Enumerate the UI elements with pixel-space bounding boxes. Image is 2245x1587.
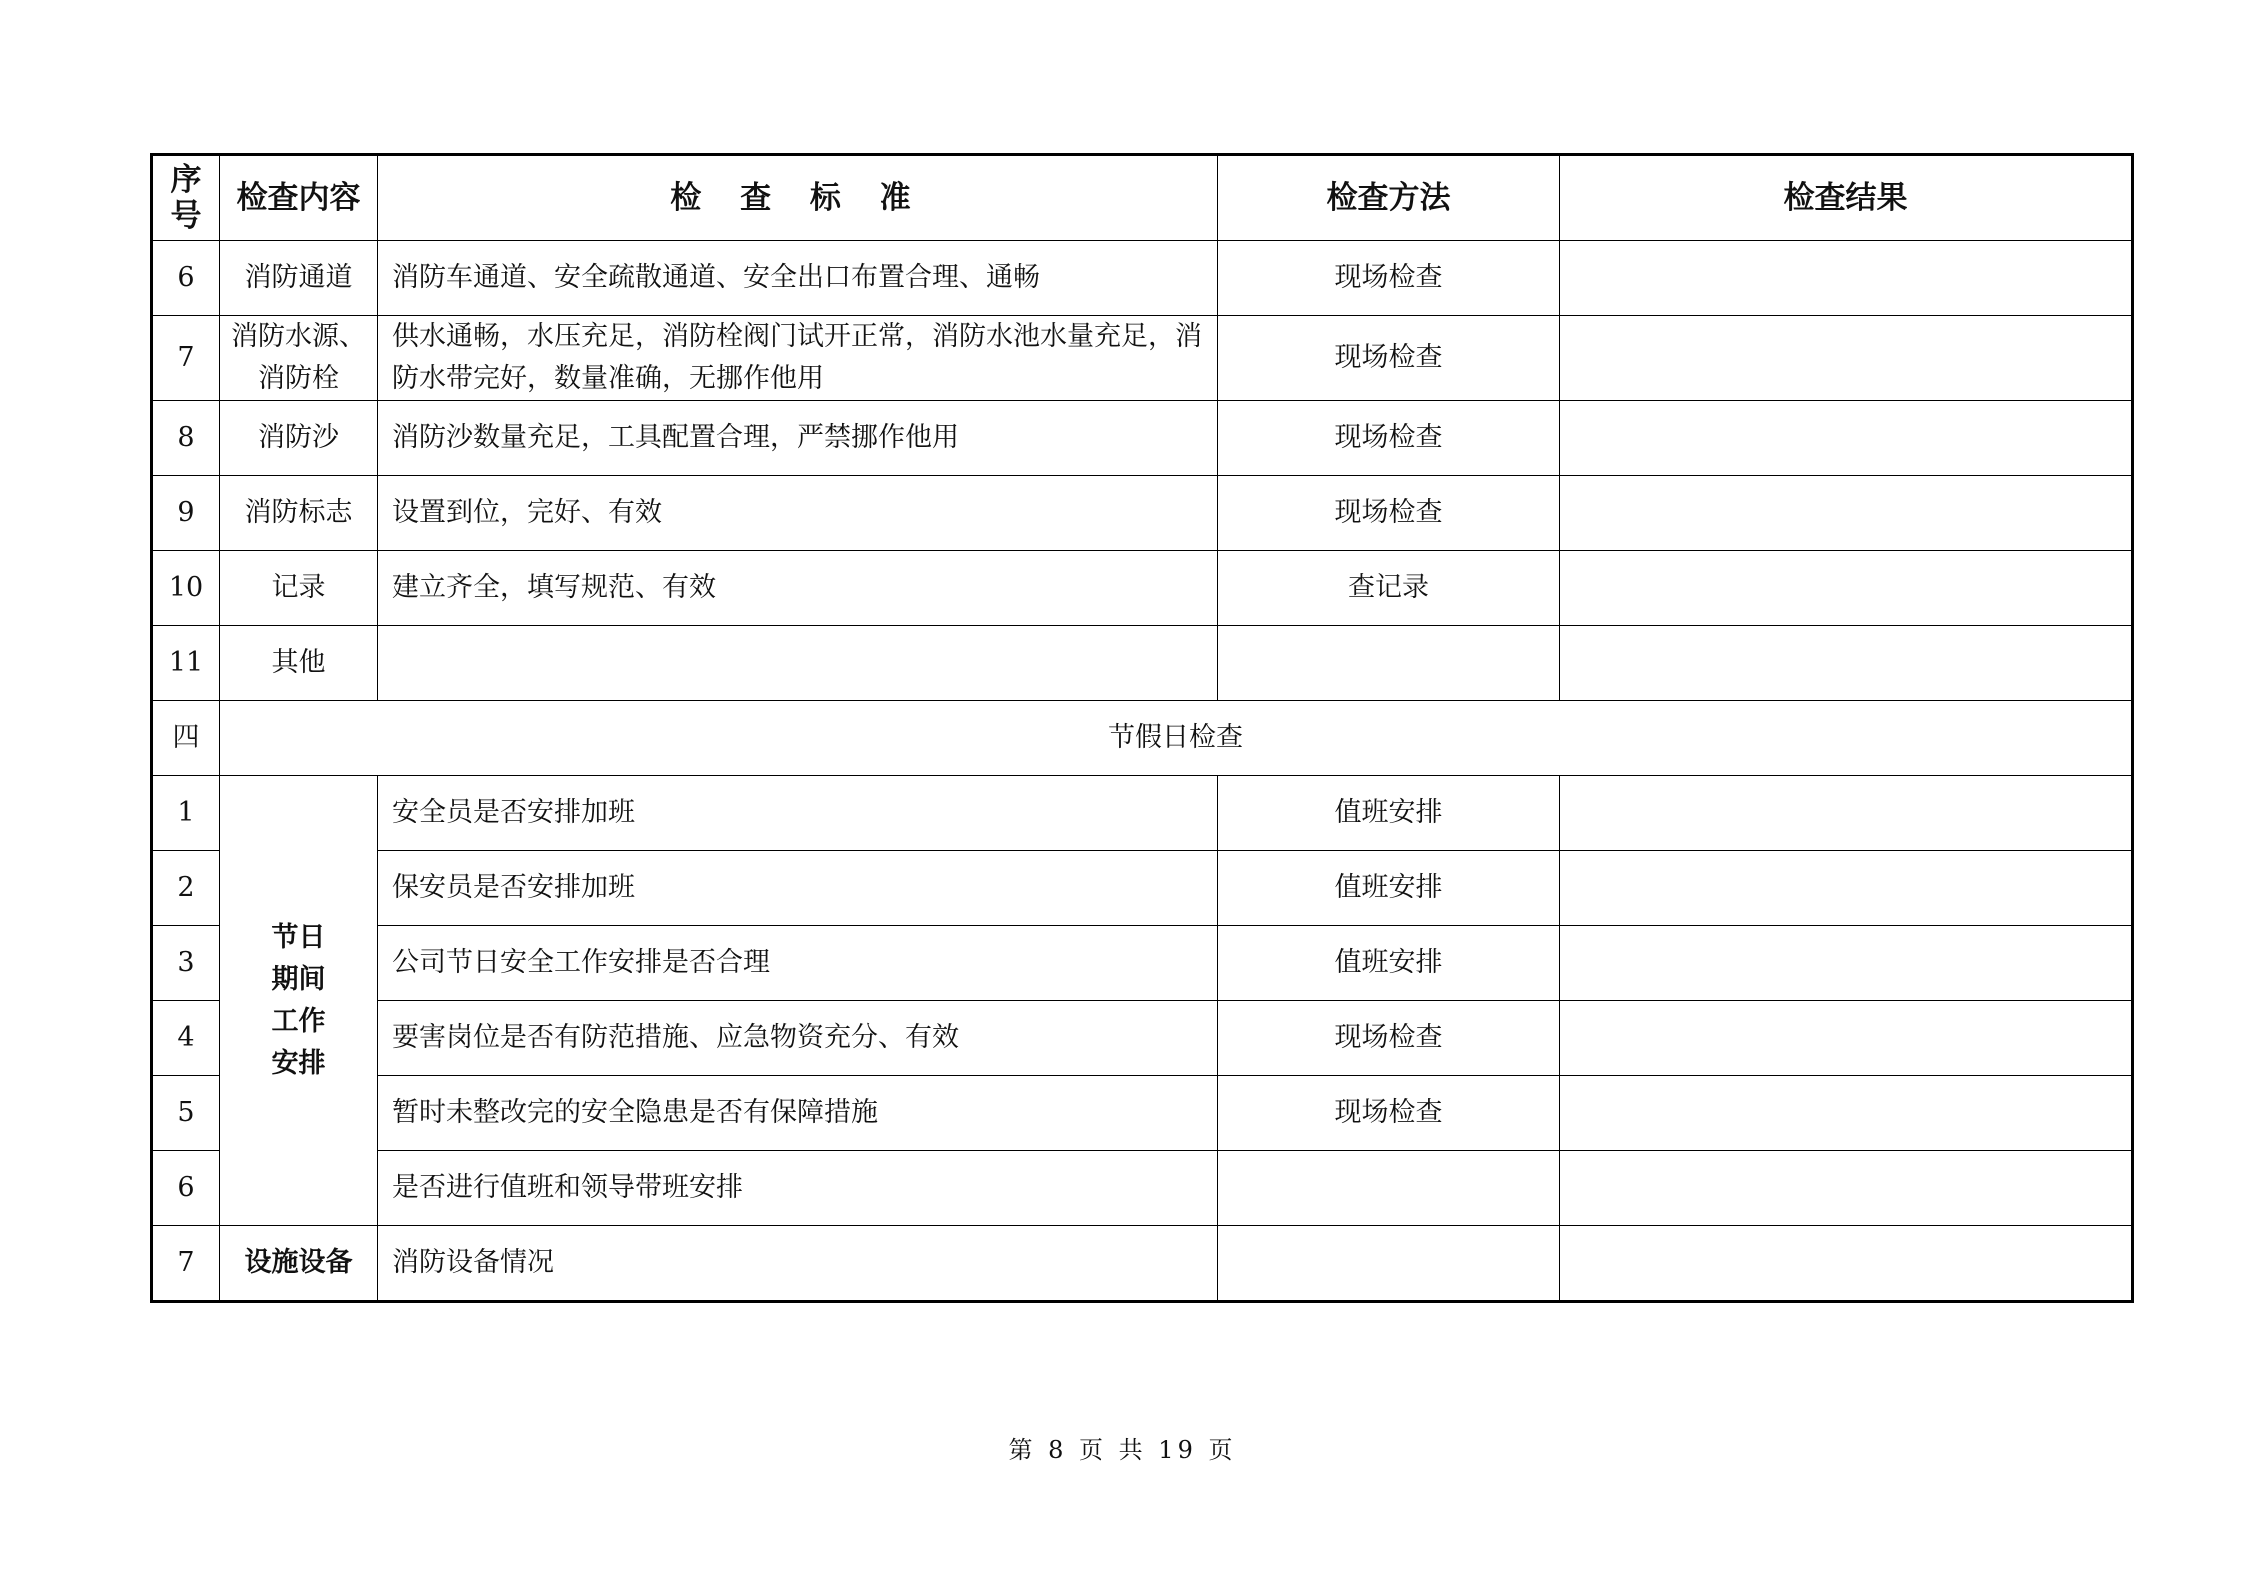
row-method: 现场检查 <box>1218 241 1560 316</box>
row-method: 值班安排 <box>1218 776 1560 851</box>
table-row <box>152 1151 2133 1226</box>
row-no: 11 <box>152 626 220 701</box>
row-content: 消防水源、 消防栓 <box>220 316 378 401</box>
row-method: 现场检查 <box>1218 401 1560 476</box>
row-no: 9 <box>152 476 220 551</box>
row-content: 其他 <box>220 626 378 701</box>
row-method: 现场检查 <box>1218 1001 1560 1076</box>
table-row <box>152 626 2133 701</box>
table-row <box>152 476 2133 551</box>
row-standard: 设置到位，完好、有效 <box>378 476 1218 551</box>
section-row <box>152 701 2133 776</box>
row-method <box>1218 1226 1560 1302</box>
inspection-table <box>150 153 2134 1303</box>
row-standard: 建立齐全，填写规范、有效 <box>378 551 1218 626</box>
table-row <box>152 1226 2133 1302</box>
row-no: 8 <box>152 401 220 476</box>
row-no: 6 <box>152 241 220 316</box>
row-no: 5 <box>152 1076 220 1151</box>
table-row <box>152 241 2133 316</box>
header-content: 检查内容 <box>220 155 378 241</box>
row-content: 记录 <box>220 551 378 626</box>
row-no: 7 <box>152 1226 220 1302</box>
header-method: 检查方法 <box>1218 155 1560 241</box>
row-content: 设施设备 <box>220 1226 378 1302</box>
row-no: 10 <box>152 551 220 626</box>
row-result[interactable] <box>1560 1151 2133 1226</box>
row-no: 7 <box>152 316 220 401</box>
row-result[interactable] <box>1560 1076 2133 1151</box>
row-no: 1 <box>152 776 220 851</box>
table-row <box>152 851 2133 926</box>
header-standard: 检 查 标 准 <box>378 155 1218 241</box>
row-method <box>1218 1151 1560 1226</box>
row-result[interactable] <box>1560 551 2133 626</box>
row-result[interactable] <box>1560 476 2133 551</box>
row-content: 消防标志 <box>220 476 378 551</box>
page-number-footer: 第 8 页 共 19 页 <box>1008 1436 1237 1464</box>
row-standard: 供水通畅，水压充足，消防栓阀门试开正常，消防水池水量充足，消防水带完好，数量准确，无挪作他用 <box>378 316 1218 401</box>
row-result[interactable] <box>1560 1001 2133 1076</box>
row-method <box>1218 626 1560 701</box>
row-no: 4 <box>152 1001 220 1076</box>
row-standard: 暂时未整改完的安全隐患是否有保障措施 <box>378 1076 1218 1151</box>
section-no: 四 <box>152 701 220 776</box>
row-content: 消防通道 <box>220 241 378 316</box>
table-row <box>152 1076 2133 1151</box>
header-result: 检查结果 <box>1560 155 2133 241</box>
row-content: 消防沙 <box>220 401 378 476</box>
row-result[interactable] <box>1560 926 2133 1001</box>
table-header-row <box>152 155 2133 241</box>
row-result[interactable] <box>1560 401 2133 476</box>
row-method: 现场检查 <box>1218 1076 1560 1151</box>
table-row <box>152 1001 2133 1076</box>
row-method: 值班安排 <box>1218 926 1560 1001</box>
row-result[interactable] <box>1560 851 2133 926</box>
row-no: 6 <box>152 1151 220 1226</box>
row-standard: 是否进行值班和领导带班安排 <box>378 1151 1218 1226</box>
section-title: 节假日检查 <box>220 701 2133 776</box>
row-method: 现场检查 <box>1218 316 1560 401</box>
row-result[interactable] <box>1560 316 2133 401</box>
table-row <box>152 316 2133 401</box>
row-result[interactable] <box>1560 776 2133 851</box>
header-no: 序 号 <box>152 155 220 241</box>
row-method: 值班安排 <box>1218 851 1560 926</box>
row-standard: 公司节日安全工作安排是否合理 <box>378 926 1218 1001</box>
row-result[interactable] <box>1560 241 2133 316</box>
row-result[interactable] <box>1560 1226 2133 1302</box>
table-row <box>152 401 2133 476</box>
row-standard: 保安员是否安排加班 <box>378 851 1218 926</box>
table-row <box>152 776 2133 851</box>
row-standard: 消防设备情况 <box>378 1226 1218 1302</box>
row-method: 查记录 <box>1218 551 1560 626</box>
holiday-group-label: 节日 期间 工作 安排 <box>220 776 378 1226</box>
row-standard: 消防沙数量充足，工具配置合理，严禁挪作他用 <box>378 401 1218 476</box>
table-row <box>152 551 2133 626</box>
row-standard: 安全员是否安排加班 <box>378 776 1218 851</box>
row-no: 2 <box>152 851 220 926</box>
table-row <box>152 926 2133 1001</box>
row-standard <box>378 626 1218 701</box>
row-standard: 要害岗位是否有防范措施、应急物资充分、有效 <box>378 1001 1218 1076</box>
row-result[interactable] <box>1560 626 2133 701</box>
row-standard: 消防车通道、安全疏散通道、安全出口布置合理、通畅 <box>378 241 1218 316</box>
row-method: 现场检查 <box>1218 476 1560 551</box>
row-no: 3 <box>152 926 220 1001</box>
